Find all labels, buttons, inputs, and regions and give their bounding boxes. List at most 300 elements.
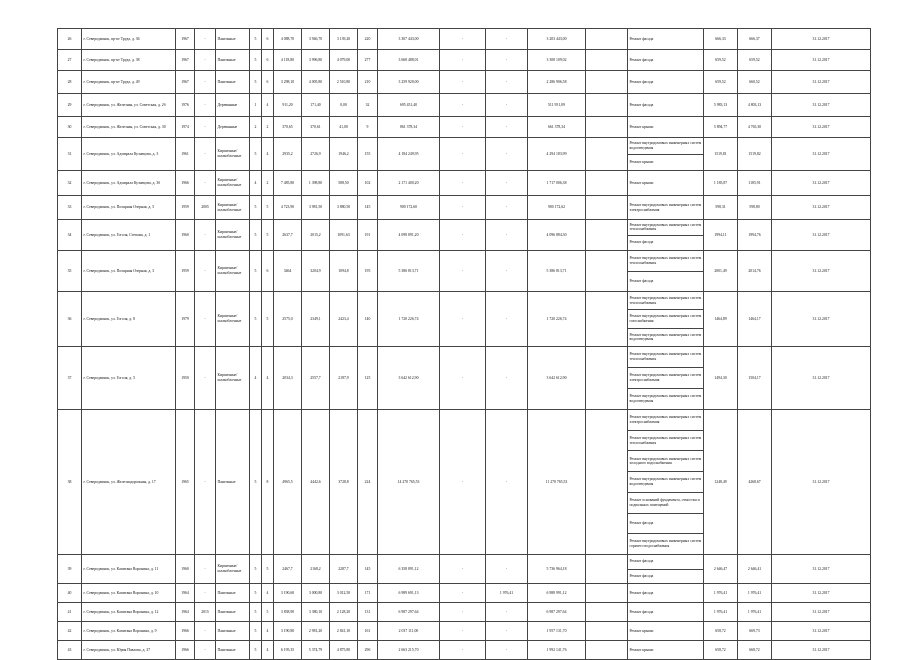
- work-item: Ремонт фасада: [629, 102, 654, 107]
- table-row: [58, 29, 871, 50]
- cell-repair-cost: 5 386 813,71: [378, 251, 440, 292]
- cell-works: [628, 71, 704, 94]
- cell-repair-cost: 6 358 891,12: [378, 555, 440, 584]
- cell-total-area: 4965,5: [274, 410, 302, 555]
- cell-spacer: [586, 292, 628, 347]
- cell-address: г. Северодвинск, ул. Полярная Озерная, д. 5: [82, 196, 176, 220]
- cell-entrances: 4: [262, 622, 274, 641]
- cell-row-number: 33: [58, 196, 82, 220]
- cell-total-area: 3 190,80: [274, 622, 302, 641]
- cell-row-number: 29: [58, 94, 82, 117]
- cell-unit-cost: 659,52: [704, 71, 738, 94]
- cell-owned-area: 3 139,20: [330, 29, 358, 50]
- work-item: Ремонт фасада: [628, 555, 703, 570]
- cell-budget-share: -: [486, 196, 528, 220]
- cell-budget-share: -: [486, 117, 528, 138]
- cell-works: [628, 196, 704, 220]
- cell-total-area: 2637,7: [274, 220, 302, 251]
- cell-fund-share: -: [440, 603, 486, 622]
- cell-entrances: 8: [262, 410, 274, 555]
- cell-total-area: 2935,2: [274, 138, 302, 171]
- cell-budget-share: -: [486, 220, 528, 251]
- cell-deadline: 31.12.2017: [772, 94, 871, 117]
- cell-fund-share: -: [440, 138, 486, 171]
- cell-row-number: 31: [58, 138, 82, 171]
- cell-row-number: 35: [58, 251, 82, 292]
- work-item: Ремонт фасада: [629, 36, 654, 41]
- work-item: Ремонт оснований фундамента, отмостки и подвальных помещений: [628, 493, 703, 514]
- cell-address: г. Северодвинск, ул. Железная, ул. Советская, д. 2б: [82, 94, 176, 117]
- cell-commission-year: -: [195, 220, 216, 251]
- cell-unit-cost: 658,72: [704, 622, 738, 641]
- cell-works: [628, 641, 704, 660]
- cell-wall-material: Деревянные: [216, 94, 250, 117]
- cell-entrances: 2: [262, 171, 274, 196]
- cell-commission-year: -: [195, 94, 216, 117]
- cell-entrances: 2: [262, 117, 274, 138]
- cell-build-year: 1959: [176, 251, 195, 292]
- cell-total-area: 4 118,80: [274, 50, 302, 71]
- cell-total-cost: 3 203 443,00: [528, 29, 586, 50]
- cell-commission-year: -: [195, 584, 216, 603]
- work-item: Ремонт внутридомовых инженерных систем электроснабжения: [628, 410, 703, 431]
- cell-max-unit-cost: 1464,17: [738, 292, 772, 347]
- cell-wall-material: Панельные: [216, 622, 250, 641]
- cell-commission-year: -: [195, 555, 216, 584]
- cell-address: г. Северодвинск, ул. Гоголя, д. 8: [82, 292, 176, 347]
- cell-fund-share: -: [440, 50, 486, 71]
- cell-works: [628, 171, 704, 196]
- cell-living-area: 171,40: [302, 94, 330, 117]
- cell-address: г. Северодвинск, ул. Капитана Воронина, д. 10: [82, 584, 176, 603]
- cell-repair-cost: 695 451,40: [378, 94, 440, 117]
- cell-budget-share: -: [486, 29, 528, 50]
- cell-unit-cost: 666,33: [704, 29, 738, 50]
- table-row: [58, 220, 871, 251]
- cell-floors: 5: [250, 220, 262, 251]
- cell-works: [628, 622, 704, 641]
- cell-commission-year: -: [195, 410, 216, 555]
- cell-address: г. Северодвинск, ул. Полярная Озерная, д. 3: [82, 251, 176, 292]
- cell-repair-cost: 861 378,34: [378, 117, 440, 138]
- cell-total-cost: 1 717 006,38: [528, 171, 586, 196]
- cell-total-area: 2467,7: [274, 555, 302, 584]
- cell-entrances: 5: [262, 220, 274, 251]
- cell-wall-material: Кирпичные/ шлакоблочные: [216, 251, 250, 292]
- cell-commission-year: 2005: [195, 196, 216, 220]
- cell-row-number: 28: [58, 71, 82, 94]
- cell-living-area: 2557,7: [302, 347, 330, 410]
- cell-entrances: 6: [262, 251, 274, 292]
- cell-owned-area: 4 079,00: [330, 50, 358, 71]
- cell-fund-share: -: [440, 292, 486, 347]
- cell-living-area: 370,61: [302, 117, 330, 138]
- document-sheet: [57, 28, 850, 660]
- cell-fund-share: -: [440, 196, 486, 220]
- cell-floors: 5: [250, 292, 262, 347]
- cell-entrances: 5: [262, 292, 274, 347]
- cell-works: [628, 94, 704, 117]
- cell-build-year: 1964: [176, 584, 195, 603]
- cell-deadline: 31.12.2017: [772, 117, 871, 138]
- cell-living-area: 2349,1: [302, 292, 330, 347]
- cell-total-cost: 3 308 109,02: [528, 50, 586, 71]
- cell-row-number: 34: [58, 220, 82, 251]
- work-item: Ремонт внутридомовых инженерных систем газоснабжения: [628, 310, 703, 328]
- cell-address: г. Северодвинск, ул. Железнодорожная, д. 17: [82, 410, 176, 555]
- cell-deadline: 31.12.2017: [772, 603, 871, 622]
- cell-total-cost: 1 992 141,76: [528, 641, 586, 660]
- table-row: [58, 251, 871, 292]
- cell-total-area: 3464: [274, 251, 302, 292]
- cell-works: [628, 292, 704, 347]
- capital-repair-table: [57, 28, 871, 660]
- cell-build-year: 1966: [176, 641, 195, 660]
- cell-max-unit-cost: 1 976,41: [738, 584, 772, 603]
- cell-row-number: 36: [58, 292, 82, 347]
- cell-max-unit-cost: 669,73: [738, 622, 772, 641]
- cell-fund-share: -: [440, 555, 486, 584]
- cell-address: г. Северодвинск, пр-кт Труда, д. 49: [82, 71, 176, 94]
- cell-address: г. Северодвинск, ул. Капитана Воронина, д. 11: [82, 555, 176, 584]
- cell-budget-share: 1 976,41: [486, 584, 528, 603]
- cell-unit-cost: 1494,30: [704, 347, 738, 410]
- table-row: [58, 641, 871, 660]
- cell-wall-material: Панельные: [216, 29, 250, 50]
- work-item: Ремонт крыши: [629, 124, 654, 129]
- table-row: [58, 292, 871, 347]
- cell-total-area: 4 723,90: [274, 196, 302, 220]
- cell-wall-material: Кирпичные/ шлакоблочные: [216, 292, 250, 347]
- cell-unit-cost: 1464,89: [704, 292, 738, 347]
- cell-works: [628, 410, 704, 555]
- cell-commission-year: -: [195, 641, 216, 660]
- cell-floors: 5: [250, 584, 262, 603]
- cell-owned-area: 588,50: [330, 171, 358, 196]
- cell-budget-share: -: [486, 50, 528, 71]
- cell-unit-cost: 1 185,87: [704, 171, 738, 196]
- cell-wall-material: Панельные: [216, 71, 250, 94]
- cell-row-number: 39: [58, 555, 82, 584]
- cell-commission-year: -: [195, 71, 216, 94]
- cell-budget-share: -: [486, 410, 528, 555]
- work-item: Ремонт внутридомовых инженерных систем теплоснабжения: [628, 347, 703, 368]
- table-row: [58, 347, 871, 410]
- cell-budget-share: -: [486, 603, 528, 622]
- cell-floors: 5: [250, 622, 262, 641]
- cell-repair-cost: 3 259 920,00: [378, 71, 440, 94]
- cell-wall-material: Панельные: [216, 584, 250, 603]
- cell-max-unit-cost: 1504,17: [738, 347, 772, 410]
- cell-living-area: 3 000,80: [302, 584, 330, 603]
- cell-spacer: [586, 94, 628, 117]
- cell-repair-cost: 6 989 691,13: [378, 584, 440, 603]
- cell-residents: 125: [358, 347, 378, 410]
- cell-total-area: 3 298,10: [274, 71, 302, 94]
- cell-residents: 277: [358, 50, 378, 71]
- table-row: [58, 603, 871, 622]
- cell-build-year: 1965: [176, 410, 195, 555]
- cell-owned-area: 3728,8: [330, 410, 358, 555]
- cell-max-unit-cost: 668,72: [738, 641, 772, 660]
- cell-floors: 5: [250, 410, 262, 555]
- cell-row-number: 32: [58, 171, 82, 196]
- cell-repair-cost: 4 098 891,20: [378, 220, 440, 251]
- cell-deadline: 31.12.2017: [772, 138, 871, 171]
- work-item: Ремонт крыши: [629, 647, 654, 652]
- table-row: [58, 94, 871, 117]
- cell-living-area: 3 380,10: [302, 603, 330, 622]
- work-item: Ремонт фасада: [629, 240, 654, 245]
- cell-fund-share: -: [440, 117, 486, 138]
- cell-residents: 171: [358, 584, 378, 603]
- cell-build-year: 1967: [176, 29, 195, 50]
- cell-entrances: 5: [262, 196, 274, 220]
- cell-living-area: 3204,9: [302, 251, 330, 292]
- cell-commission-year: -: [195, 138, 216, 171]
- cell-budget-share: -: [486, 71, 528, 94]
- table-row: [58, 410, 871, 555]
- cell-residents: 195: [358, 251, 378, 292]
- cell-owned-area: 1094,8: [330, 251, 358, 292]
- cell-max-unit-cost: 4 803,13: [738, 94, 772, 117]
- cell-residents: 102: [358, 171, 378, 196]
- cell-entrances: 5: [262, 555, 274, 584]
- cell-living-area: 3 996,80: [302, 50, 330, 71]
- cell-build-year: 1966: [176, 171, 195, 196]
- cell-repair-cost: 2 171 400,20: [378, 171, 440, 196]
- cell-build-year: 1960: [176, 555, 195, 584]
- cell-repair-cost: 3 642 612,90: [378, 347, 440, 410]
- cell-fund-share: -: [440, 29, 486, 50]
- cell-total-area: 3 838,90: [274, 603, 302, 622]
- table-row: [58, 138, 871, 171]
- cell-max-unit-cost: 4268,67: [738, 410, 772, 555]
- cell-commission-year: -: [195, 29, 216, 50]
- cell-address: г. Северодвинск, ул. Адмирала Кузнецова, д. 3б: [82, 171, 176, 196]
- work-item: Ремонт фасада: [629, 278, 654, 283]
- cell-owned-area: 2187,9: [330, 347, 358, 410]
- cell-floors: 2: [250, 117, 262, 138]
- cell-build-year: 1950: [176, 347, 195, 410]
- cell-owned-area: 4 875,80: [330, 641, 358, 660]
- cell-deadline: 31.12.2017: [772, 29, 871, 50]
- work-item: Ремонт внутридомовых инженерных систем водоотведения: [629, 332, 702, 342]
- cell-commission-year: -: [195, 117, 216, 138]
- cell-commission-year: -: [195, 251, 216, 292]
- cell-living-area: 3 946,70: [302, 29, 330, 50]
- cell-floors: 1: [250, 94, 262, 117]
- cell-commission-year: -: [195, 622, 216, 641]
- cell-residents: 32: [358, 94, 378, 117]
- cell-owned-area: 2 128,20: [330, 603, 358, 622]
- cell-max-unit-cost: 2014,76: [738, 251, 772, 292]
- cell-works: [628, 555, 704, 584]
- cell-spacer: [586, 29, 628, 50]
- cell-residents: 155: [358, 138, 378, 171]
- cell-build-year: 1961: [176, 138, 195, 171]
- cell-unit-cost: 1 976,41: [704, 584, 738, 603]
- cell-residents: 145: [358, 555, 378, 584]
- cell-deadline: 31.12.2017: [772, 584, 871, 603]
- cell-spacer: [586, 622, 628, 641]
- cell-build-year: 1976: [176, 94, 195, 117]
- cell-address: г. Северодвинск, пр-кт Труда, д. 38: [82, 50, 176, 71]
- cell-fund-share: -: [440, 410, 486, 555]
- cell-total-cost: 4 294 183,99: [528, 138, 586, 171]
- cell-unit-cost: 2 646,47: [704, 555, 738, 584]
- work-item: Ремонт фасада: [629, 57, 654, 62]
- cell-commission-year: -: [195, 347, 216, 410]
- cell-max-unit-cost: 659,52: [738, 50, 772, 71]
- cell-owned-area: 2 510,80: [330, 71, 358, 94]
- cell-total-area: 911,20: [274, 94, 302, 117]
- cell-max-unit-cost: 666,37: [738, 29, 772, 50]
- cell-address: г. Северодвинск, ул. Капитана Воронина, д. 9: [82, 622, 176, 641]
- cell-works: [628, 251, 704, 292]
- cell-deadline: 31.12.2017: [772, 622, 871, 641]
- cell-wall-material: Кирпичные/ шлакоблочные: [216, 196, 250, 220]
- cell-works: [628, 29, 704, 50]
- cell-entrances: 6: [262, 50, 274, 71]
- cell-unit-cost: 1519,81: [704, 138, 738, 171]
- cell-floors: 5: [250, 555, 262, 584]
- cell-row-number: 27: [58, 50, 82, 71]
- cell-unit-cost: 659,52: [704, 50, 738, 71]
- cell-unit-cost: 1994,11: [704, 220, 738, 251]
- cell-floors: 5: [250, 138, 262, 171]
- table-row: [58, 71, 871, 94]
- cell-total-area: 2575,0: [274, 292, 302, 347]
- cell-spacer: [586, 584, 628, 603]
- cell-fund-share: -: [440, 220, 486, 251]
- cell-commission-year: -: [195, 292, 216, 347]
- work-item: Ремонт внутридомовых инженерных систем водоотведения: [628, 472, 703, 493]
- cell-fund-share: -: [440, 171, 486, 196]
- work-item: Ремонт фасада: [629, 573, 654, 578]
- cell-spacer: [586, 50, 628, 71]
- cell-total-area: 2034,3: [274, 347, 302, 410]
- table-row: [58, 555, 871, 584]
- table-row: [58, 622, 871, 641]
- cell-floors: 5: [250, 29, 262, 50]
- cell-floors: 5: [250, 71, 262, 94]
- cell-repair-cost: 2 037 111,00: [378, 622, 440, 641]
- cell-unit-cost: 5 983,13: [704, 94, 738, 117]
- cell-build-year: 1974: [176, 117, 195, 138]
- cell-deadline: 31.12.2017: [772, 251, 871, 292]
- cell-floors: 5: [250, 603, 262, 622]
- cell-unit-cost: 1 976,41: [704, 603, 738, 622]
- cell-deadline: 31.12.2017: [772, 347, 871, 410]
- cell-deadline: 31.12.2017: [772, 641, 871, 660]
- cell-spacer: [586, 138, 628, 171]
- cell-deadline: 31.12.2017: [772, 71, 871, 94]
- cell-budget-share: -: [486, 251, 528, 292]
- cell-total-cost: 900 172,62: [528, 196, 586, 220]
- cell-unit-cost: 598,31: [704, 196, 738, 220]
- work-item: Ремонт внутридомовых инженерных систем электроснабжения: [628, 368, 703, 389]
- cell-floors: 4: [250, 171, 262, 196]
- cell-entrances: 4: [262, 641, 274, 660]
- cell-total-cost: 1 957 131,70: [528, 622, 586, 641]
- cell-living-area: 4 005,80: [302, 71, 330, 94]
- table-row: [58, 50, 871, 71]
- cell-max-unit-cost: 1519,82: [738, 138, 772, 171]
- cell-spacer: [586, 117, 628, 138]
- cell-works: [628, 138, 704, 171]
- cell-commission-year: 2015: [195, 603, 216, 622]
- cell-deadline: 31.12.2017: [772, 292, 871, 347]
- cell-residents: 224: [358, 410, 378, 555]
- cell-owned-area: 2287,7: [330, 555, 358, 584]
- cell-unit-cost: 658,72: [704, 641, 738, 660]
- cell-residents: 145: [358, 196, 378, 220]
- cell-repair-cost: 900 172,60: [378, 196, 440, 220]
- cell-budget-share: -: [486, 641, 528, 660]
- cell-address: г. Северодвинск, пр-кт Труда, д. 36: [82, 29, 176, 50]
- cell-works: [628, 584, 704, 603]
- cell-floors: 5: [250, 641, 262, 660]
- cell-budget-share: -: [486, 347, 528, 410]
- cell-repair-cost: 4 184 249,95: [378, 138, 440, 171]
- cell-entrances: 4: [262, 94, 274, 117]
- cell-address: г. Северодвинск, ул. Гоголя, Степана, д. 1: [82, 220, 176, 251]
- cell-residents: 161: [358, 622, 378, 641]
- cell-deadline: 31.12.2017: [772, 171, 871, 196]
- work-item: Ремонт крыши: [629, 628, 654, 633]
- cell-entrances: 6: [262, 71, 274, 94]
- cell-owned-area: 3 880,50: [330, 196, 358, 220]
- cell-max-unit-cost: 1994,76: [738, 220, 772, 251]
- work-item: Ремонт фасада: [628, 514, 703, 535]
- cell-budget-share: -: [486, 138, 528, 171]
- cell-total-cost: 5 386 813,71: [528, 251, 586, 292]
- cell-works: [628, 603, 704, 622]
- work-item: Ремонт крыши: [629, 180, 654, 185]
- cell-wall-material: Панельные: [216, 410, 250, 555]
- cell-total-area: 370,65: [274, 117, 302, 138]
- cell-deadline: 31.12.2017: [772, 220, 871, 251]
- cell-spacer: [586, 410, 628, 555]
- cell-max-unit-cost: 2 646,41: [738, 555, 772, 584]
- cell-spacer: [586, 555, 628, 584]
- cell-spacer: [586, 347, 628, 410]
- cell-wall-material: Деревянные: [216, 117, 250, 138]
- table-row: [58, 171, 871, 196]
- cell-living-area: 3 981,50: [302, 196, 330, 220]
- cell-row-number: 42: [58, 622, 82, 641]
- table-row: [58, 196, 871, 220]
- cell-entrances: 4: [262, 138, 274, 171]
- work-item: Ремонт внутридомовых инженерных систем холодного водоснабжения: [628, 451, 703, 472]
- cell-residents: 191: [358, 220, 378, 251]
- cell-budget-share: -: [486, 622, 528, 641]
- cell-total-area: 4 088,70: [274, 29, 302, 50]
- cell-entrances: 6: [262, 29, 274, 50]
- cell-entrances: 4: [262, 347, 274, 410]
- cell-total-cost: 6 987 297,64: [528, 603, 586, 622]
- cell-build-year: 1959: [176, 196, 195, 220]
- work-item: Ремонт внутридомовых инженерных систем теплоснабжения: [628, 431, 703, 452]
- work-item: Ремонт внутридомовых инженерных систем теплоснабжения: [628, 251, 703, 272]
- cell-deadline: 31.12.2017: [772, 555, 871, 584]
- cell-build-year: 1964: [176, 603, 195, 622]
- cell-repair-cost: 2 663 215,70: [378, 641, 440, 660]
- cell-owned-area: 3 012,50: [330, 584, 358, 603]
- cell-works: [628, 50, 704, 71]
- cell-residents: 210: [358, 71, 378, 94]
